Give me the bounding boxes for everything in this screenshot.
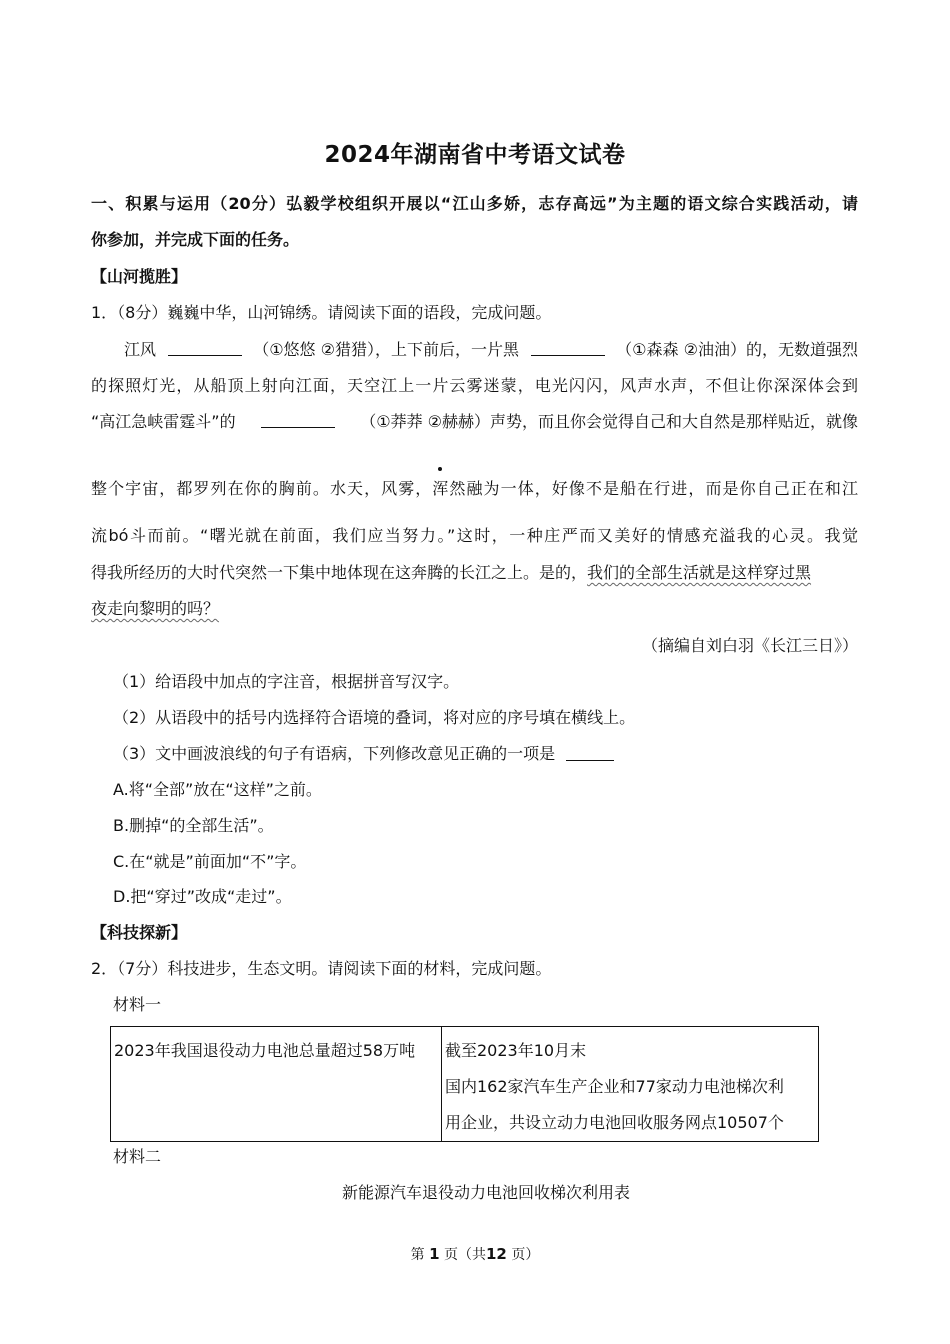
passage-text: （①悠悠 ②猎猎），上下前后，一片黑 xyxy=(253,340,519,359)
passage-text: （①森森 ②油油）的，无数道强烈 xyxy=(616,340,858,359)
table-cell-left xyxy=(111,1027,442,1142)
section-heading-line2: 你参加，并完成下面的任务。 xyxy=(91,230,300,249)
passage-line-6 xyxy=(91,562,858,584)
table-cell-text: 用企业，共设立动力电池回收服务网点10507个 xyxy=(445,1113,784,1132)
passage-text: （①莽莽 ②赫赫）声势，而且你会觉得自己和大自然是那样贴近，就像 xyxy=(360,412,858,431)
option-b: B.删掉“的全部生活”。 xyxy=(113,816,274,835)
option-a: A.将“全部”放在“这样”之前。 xyxy=(113,780,322,799)
passage-line-5: 流bó斗而前。“曙光就在前面，我们应当努力。”这时，一种庄严而又美好的情感充溢我的心灵。我觉 xyxy=(91,526,858,545)
passage-line-3 xyxy=(91,411,858,433)
sub-question-1: （1）给语段中加点的字注音，根据拼音写汉字。 xyxy=(113,672,460,691)
question-1-stem: 1．（8分）巍巍中华，山河锦绣。请阅读下面的语段，完成问题。 xyxy=(91,303,552,322)
passage-line-7: 夜走向黎明的吗？ xyxy=(91,599,220,618)
footer-text: 页（共 xyxy=(444,1247,486,1263)
passage-line-2: 的探照灯光，从船顶上射向江面，天空江上一片云雾迷蒙，电光闪闪，风声水声，不但让你深深体会到 xyxy=(91,376,858,395)
passage-text: 得我所经历的大时代突然一下集中地体现在这奔腾的长江之上。是的， xyxy=(91,563,588,582)
material-2-caption: 新能源汽车退役动力电池回收梯次利用表 xyxy=(341,1183,630,1202)
material-1-table xyxy=(110,1026,819,1142)
page-footer xyxy=(0,1244,950,1264)
table-cell-text: 国内162家汽车生产企业和77家动力电池梯次利 xyxy=(445,1077,784,1096)
material-2-label: 材料二 xyxy=(113,1147,162,1166)
sub-question-3 xyxy=(113,743,614,765)
table-cell-text: 2023年我国退役动力电池总量超过58万吨 xyxy=(114,1041,416,1060)
passage-line-1 xyxy=(124,339,858,361)
sub-question-2: （2）从语段中的括号内选择符合语境的叠词，将对应的序号填在横线上。 xyxy=(113,708,636,727)
passage-line-4: 整个宇宙，都罗列在你的胸前。水天，风雾，浑然融为一体，好像不是船在行进，而是你自己正在和江 xyxy=(91,479,858,498)
passage-source: （摘编自刘白羽《长江三日》） xyxy=(641,636,858,655)
answer-blank-1[interactable] xyxy=(168,339,242,356)
material-1-label: 材料一 xyxy=(113,995,162,1014)
sub-question-text: （3）文中画波浪线的句子有语病，下列修改意见正确的一项是 xyxy=(113,744,556,763)
footer-text: 第 xyxy=(410,1247,425,1263)
table-cell-text: 截至2023年10月末 xyxy=(445,1041,587,1060)
passage-text: 江风 xyxy=(124,340,157,359)
passage-text: “高江急峡雷霆斗”的 xyxy=(91,412,236,431)
table-cell-right xyxy=(442,1027,819,1142)
page-title: 2024年湖南省中考语文试卷 xyxy=(324,142,626,168)
option-d: D.把“穿过”改成“走过”。 xyxy=(113,887,292,906)
option-c: C.在“就是”前面加“不”字。 xyxy=(113,852,307,871)
answer-blank-4[interactable] xyxy=(566,744,614,761)
emphasis-dot xyxy=(438,467,442,471)
wavy-underlined-sentence: 我们的全部生活就是这样穿过黑 xyxy=(587,563,812,582)
part-title-shanhe: 【山河揽胜】 xyxy=(91,267,188,286)
answer-blank-3[interactable] xyxy=(261,411,335,428)
section-heading-line1: 一、积累与运用（20分）弘毅学校组织开展以“江山多娇，志存高远”为主题的语文综合实践活动，请 xyxy=(91,194,858,213)
footer-text: 页） xyxy=(511,1247,540,1263)
answer-blank-2[interactable] xyxy=(531,339,605,356)
question-2-stem: 2．（7分）科技进步，生态文明。请阅读下面的材料，完成问题。 xyxy=(91,959,552,978)
footer-total-pages: 12 xyxy=(486,1245,507,1263)
part-title-keji: 【科技探新】 xyxy=(91,923,188,942)
footer-page-number: 1 xyxy=(429,1245,440,1263)
